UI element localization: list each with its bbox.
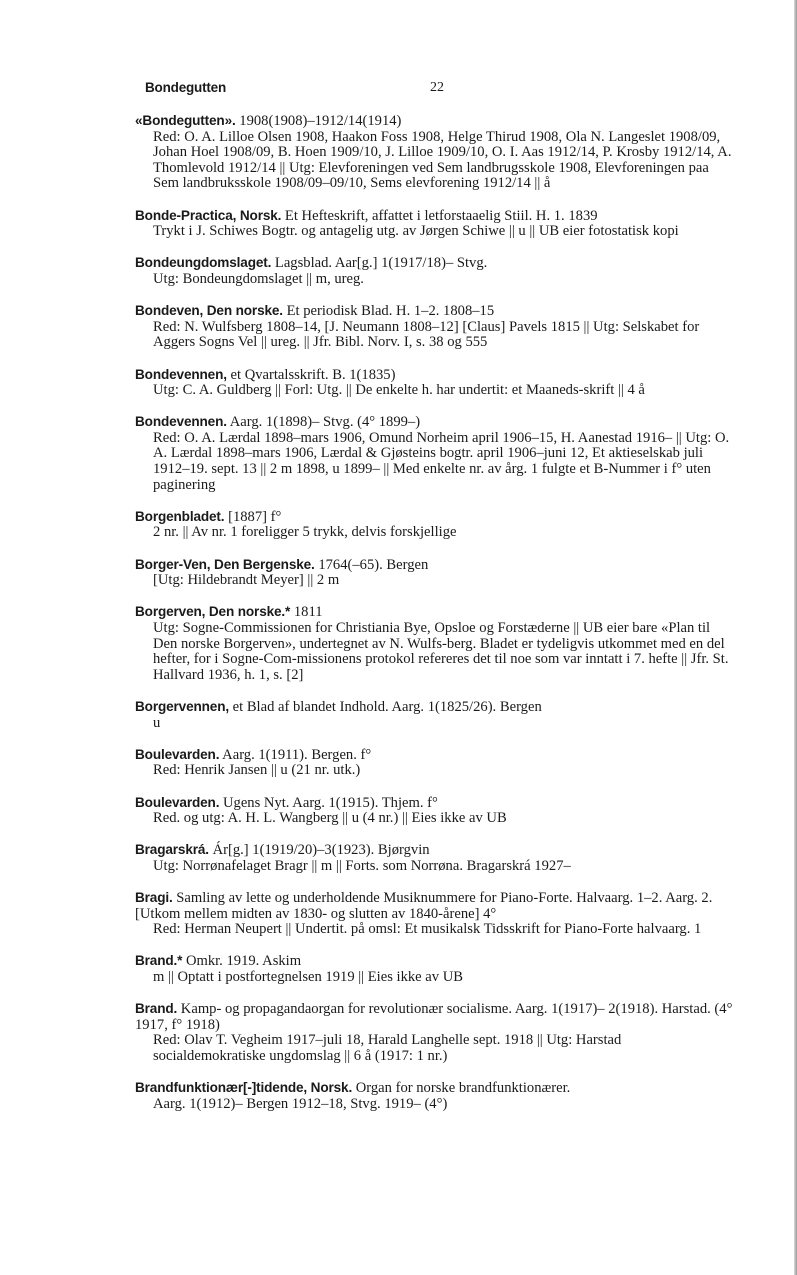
entry-body: Aarg. 1(1912)– Bergen 1912–18, Stvg. 1919– (4°): [153, 1095, 448, 1112]
entry-head: [135, 795, 735, 812]
entry-bonde-practica: [135, 208, 735, 240]
entry-head-rest: Kamp- og propagandaorgan for revolutionær socialisme. Aarg. 1(1917)– 2(1918). Harstad. (4° 1917, f° 1918): [135, 1001, 733, 1033]
entry-head: [135, 557, 735, 574]
entry-lemma: Borgenbladet.: [135, 508, 225, 524]
entry-body: Red: O. A. Lilloe Olsen 1908, Haakon Foss 1908, Helge Thirud 1908, Ola N. Langeslet 1908/09, Johan Hoel 1908/09, B. Hoen 1909/10, J. Lilloe 1909/10, O. I. Aas 1912/14, P. Krosby 1912/14, A. Thomlevold 1912/14 || Utg: Elevforeningen ved Sem landbrugsskole 1908, Elevforeningen paa Sem landbruksskole 1908/09–09/10, Sems elevforening 1912/14 || å: [153, 128, 732, 192]
entry-head: [135, 890, 735, 922]
entry-body: Red: Henrik Jansen || u (21 nr. utk.): [153, 762, 361, 779]
entry-bondeungdomslaget: [135, 255, 735, 287]
entry-bondevennen-1898: [135, 414, 735, 493]
entry-head: [135, 367, 735, 384]
entry-body: 2 nr. || Av nr. 1 foreligger 5 trykk, delvis forskjellige: [153, 524, 457, 541]
entry-borgerven: [135, 604, 735, 683]
entry-body: Red. og utg: A. H. L. Wangberg || u (4 nr.) || Eies ikke av UB: [153, 810, 507, 827]
entry-head-rest: Et periodisk Blad. H. 1–2. 1808–15: [282, 303, 495, 320]
entry-head-rest: Omkr. 1919. Askim: [182, 953, 302, 970]
entry-borgenbladet: [135, 509, 735, 541]
entry-brand-harstad: [135, 1001, 735, 1064]
entry-head: [135, 699, 735, 716]
entry-lemma: Brand.*: [135, 953, 183, 969]
entry-head: [135, 113, 735, 130]
entry-head-rest: Organ for norske brandfunktionærer.: [352, 1080, 571, 1097]
entry-list: [135, 113, 735, 1128]
entry-body: Red: O. A. Lærdal 1898–mars 1906, Omund Norheim april 1906–15, H. Aanestad 1916– || Utg: O. A. Lærdal 1898–mars 1906, Lærdal & Gjøsteins bogtr. april 1906–juni 12, Et aktieselskab juli 1912–19. sept. 13 || 2 m 1898, u 1899– || Med enkelte nr. av årg. 1 fulgte et B-Nummer i f° uten paginering: [153, 429, 730, 493]
entry-head-rest: 1811: [290, 604, 323, 621]
entry-lemma: Boulevarden.: [135, 794, 220, 810]
entry-head-rest: [1887] f°: [224, 508, 282, 525]
entry-lemma: Bondeven, Den norske.: [135, 303, 283, 319]
entry-head-rest: Ár[g.] 1(1919/20)–3(1923). Bjørgvin: [208, 842, 430, 859]
entry-head: [135, 303, 735, 320]
entry-body: Trykt i J. Schiwes Bogtr. og antagelig utg. av Jørgen Schiwe || u || UB eier fotostatisk kopi: [153, 223, 679, 240]
entry-lemma: Borgervennen,: [135, 698, 229, 714]
entry-brand-askim: [135, 953, 735, 985]
entry-lemma: Brand.: [135, 1001, 178, 1017]
page-number: 22: [430, 80, 444, 95]
entry-lemma: Bondevennen,: [135, 366, 227, 382]
entry-body: Utg: Norrønafelaget Bragr || m || Forts. som Norrøna. Bragarskrá 1927–: [153, 857, 571, 874]
entry-head-rest: Samling av lette og underholdende Musiknummere for Piano-Forte. Halvaarg. 1–2. Aarg. 2. [Utkom mellem midten av 1830- og slutten av 1840-årene] 4°: [135, 890, 713, 922]
entry-brandfunktionaertidende: [135, 1080, 735, 1112]
entry-body: Red: Olav T. Vegheim 1917–juli 18, Harald Langhelle sept. 1918 || Utg: Harstad socialdemokratiske ungdomslag || 6 å (1917: 1 nr.): [153, 1032, 622, 1065]
entry-body: Red: N. Wulfsberg 1808–14, [J. Neumann 1808–12] [Claus] Pavels 1815 || Utg: Selskabet for Aggers Sogns Vel || ureg. || Jfr. Bibl. Norv. I, s. 38 og 555: [153, 318, 700, 351]
entry-borger-ven: [135, 557, 735, 589]
entry-lemma: Boulevarden.: [135, 746, 220, 762]
entry-head: [135, 842, 735, 859]
entry-head: [135, 509, 735, 526]
entry-bragi: [135, 890, 735, 938]
entry-head: [135, 1080, 735, 1097]
page-header: [145, 80, 675, 104]
entry-head: [135, 953, 735, 970]
entry-head: [135, 208, 735, 225]
entry-boulevarden-1915: [135, 795, 735, 827]
entry-body: [Utg: Hildebrandt Meyer] || 2 m: [153, 572, 340, 589]
entry-head-rest: Lagsblad. Aar[g.] 1(1917/18)– Stvg.: [271, 255, 488, 272]
running-title: Bondegutten: [145, 80, 227, 95]
entry-body: Utg: Sogne-Commissionen for Christiania Bye, Opsloe og Forstæderne || UB eier bare «Plan til Den norske Borgerven», undertegnet av N. Wulfs-berg. Bladet er tydeligvis utkommet med en del hefter, for i Sogne-Com-missionens protokol refereres det til noe som var inntatt i 7. hefte || Jfr. St. Hallvard 1936, h. 1, s. [2]: [153, 620, 729, 683]
entry-lemma: Brandfunktionær[-]tidende, Norsk.: [135, 1080, 353, 1096]
entry-head-rest: Ugens Nyt. Aarg. 1(1915). Thjem. f°: [219, 794, 438, 811]
entry-head-rest: Aarg. 1(1898)– Stvg. (4° 1899–): [226, 414, 421, 431]
entry-lemma: Bondeungdomslaget.: [135, 255, 272, 271]
entry-lemma: Bonde-Practica, Norsk.: [135, 207, 282, 223]
entry-head-rest: et Blad af blandet Indhold. Aarg. 1(1825/26). Bergen: [228, 698, 542, 715]
entry-head-rest: Aarg. 1(1911). Bergen. f°: [219, 746, 372, 763]
entry-head: [135, 604, 735, 621]
entry-bragarskra: [135, 842, 735, 874]
entry-bondegutten: [135, 113, 735, 192]
entry-lemma: Bondevennen.: [135, 414, 227, 430]
entry-head: [135, 1001, 735, 1033]
entry-lemma: Borger-Ven, Den Bergenske.: [135, 556, 315, 572]
entry-head: [135, 747, 735, 764]
entry-body: Utg: C. A. Guldberg || Forl: Utg. || De enkelte h. har undertit: et Maaneds-skrift || 4 å: [153, 382, 645, 399]
entry-head: [135, 414, 735, 431]
entry-head-rest: 1764(–65). Bergen: [314, 556, 429, 573]
entry-head-rest: Et Hefteskrift, affattet i letforstaaelig Stiil. H. 1. 1839: [281, 207, 598, 224]
entry-lemma: Bragarskrá.: [135, 842, 209, 858]
entry-head-rest: et Qvartalsskrift. B. 1(1835): [226, 366, 396, 383]
entry-head-rest: 1908(1908)–1912/14(1914): [235, 113, 402, 129]
entry-bondeven: [135, 303, 735, 351]
entry-body: m || Optatt i postfortegnelsen 1919 || Eies ikke av UB: [153, 969, 463, 986]
entry-lemma: «Bondegutten».: [135, 113, 236, 128]
entry-lemma: Bragi.: [135, 890, 173, 906]
entry-body: Utg: Bondeungdomslaget || m, ureg.: [153, 270, 364, 287]
entry-body: Red: Herman Neupert || Undertit. på omsl: Et musikalsk Tidsskrift for Piano-Forte halvaarg. 1: [153, 921, 702, 938]
entry-boulevarden-1911: [135, 747, 735, 779]
entry-borgervennen: [135, 699, 735, 731]
entry-bondevennen-1835: [135, 367, 735, 399]
entry-head: [135, 255, 735, 272]
entry-lemma: Borgerven, Den norske.*: [135, 604, 291, 620]
entry-body: u: [153, 714, 161, 731]
